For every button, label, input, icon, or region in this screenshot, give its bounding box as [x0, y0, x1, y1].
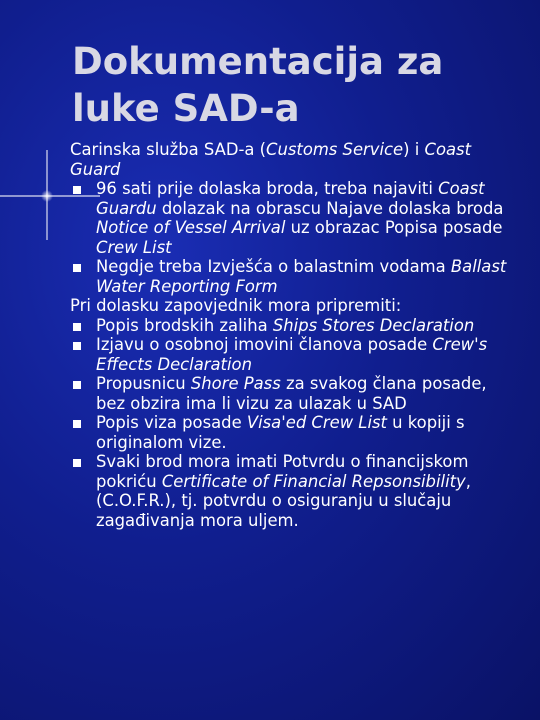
item-text: dolazak na obrascu Najave dolaska broda [156, 198, 504, 218]
list-item [70, 374, 510, 413]
item-text: Popis brodskih zaliha [96, 315, 273, 335]
item-italic: Ships Stores Declaration [272, 315, 475, 335]
intro-text-mid: ) i [403, 140, 425, 159]
item-text: uz obrazac Popisa posade [285, 218, 503, 237]
item-text: Propusnicu [96, 374, 191, 393]
item-italic: Shore Pass [190, 374, 281, 393]
bullet-square-icon [73, 342, 81, 350]
item-text: 96 sati prije dolaska broda, treba najaviti [96, 179, 439, 198]
bullet-square-icon [73, 420, 81, 428]
intro-italic-coast-guard: Coast Guard [70, 140, 471, 179]
slide-body [70, 140, 510, 530]
list-item [70, 257, 510, 296]
bullet-square-icon [73, 323, 81, 331]
item-italic: Coast Guardu [96, 179, 485, 218]
item-text: Izjavu o osobnoj imovini članova posade [96, 335, 433, 354]
item-italic: Certificate of Financial Repsonsibility [161, 471, 466, 491]
bullet-square-icon [73, 381, 81, 389]
item-text: Svaki brod mora imati Potvrdu o financijskom pokriću [96, 452, 469, 491]
bullet-square-icon [73, 264, 81, 272]
item-text: , (C.O.F.R.), tj. potvrdu o osiguranju u slučaju zagađivanja mora uljem. [96, 471, 471, 530]
list-item [70, 179, 510, 257]
intro-text: Carinska služba SAD-a ( [70, 140, 267, 159]
bullet-square-icon [73, 186, 81, 194]
item-italic: Notice of Vessel Arrival [96, 218, 286, 237]
title-line-1: Dokumentacija za [72, 40, 444, 83]
item-text: u kopiji s originalom vize. [96, 413, 465, 452]
item-text: Popis viza posade [96, 413, 247, 432]
item-text: Negdje treba Izvješća o balastnim vodama [96, 257, 451, 276]
arrival-paragraph: Pri dolasku zapovjednik mora pripremiti: [70, 296, 402, 315]
item-italic: Crew's Effects Declaration [96, 335, 488, 374]
item-italic: Visa'ed Crew List [246, 413, 387, 432]
list-item [70, 335, 510, 374]
list-item [70, 452, 510, 530]
item-italic: Crew List [96, 237, 172, 257]
list-item [70, 413, 510, 452]
intro-italic-customs: Customs Service [266, 140, 404, 159]
list-item [70, 316, 510, 336]
item-italic: Ballast Water Reporting Form [96, 257, 507, 296]
slide-title [72, 38, 512, 132]
bullet-square-icon [73, 459, 81, 467]
title-line-2: luke SAD-a [72, 87, 300, 130]
intro-paragraph [70, 140, 510, 179]
item-text: za svakog člana posade, bez obzira ima li vizu za ulazak u SAD [96, 374, 487, 413]
